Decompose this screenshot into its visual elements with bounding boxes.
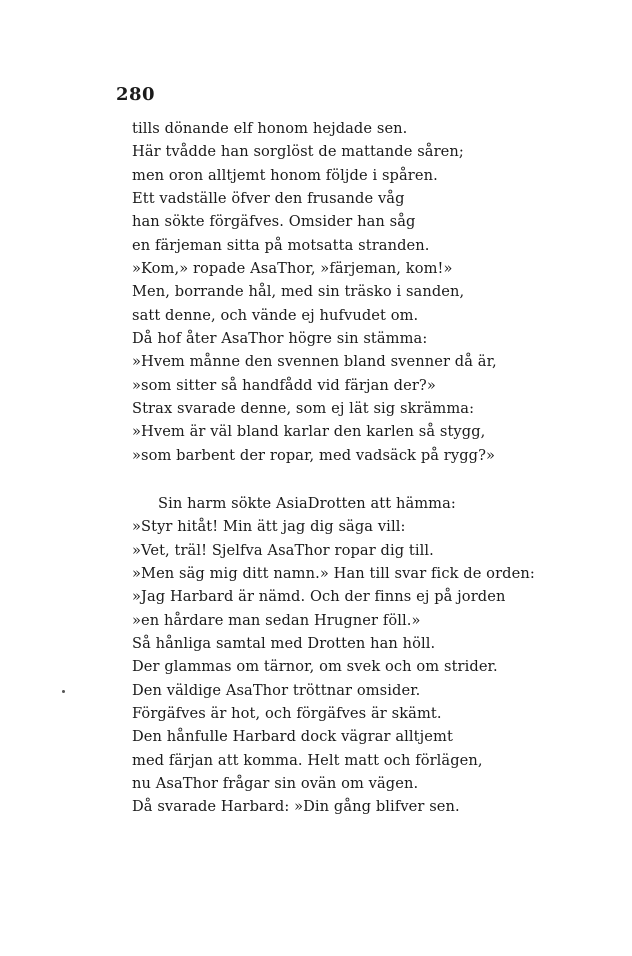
verse-line: »Styr hitåt! Min ätt jag dig säga vill: bbox=[132, 518, 406, 536]
verse-line: Der glammas om tärnor, om svek och om strider. bbox=[132, 658, 498, 676]
verse-line: Då svarade Harbard: »Din gång blifver sen. bbox=[132, 798, 460, 816]
verse-line: Så hånliga samtal med Drotten han höll. bbox=[132, 635, 436, 653]
verse-line: »Vet, träl! Sjelfva AsaThor ropar dig till. bbox=[132, 541, 434, 559]
verse-line: Den hånfulle Harbard dock vägrar alltjemt bbox=[132, 728, 453, 746]
verse-line: »Kom,» ropade AsaThor, »färjeman, kom!» bbox=[132, 260, 453, 278]
verse-line: tills dönande elf honom hejdade sen. bbox=[132, 120, 408, 137]
verse-line: satt denne, och vände ej hufvudet om. bbox=[132, 306, 419, 324]
paper-speck bbox=[62, 690, 65, 693]
verse-line: »Hvem är väl bland karlar den karlen så stygg, bbox=[132, 423, 486, 441]
verse-line: »Jag Harbard är nämd. Och der finns ej på jorden bbox=[132, 588, 506, 606]
verse-line: Då hof åter AsaThor högre sin stämma: bbox=[132, 330, 428, 348]
stanza-1 bbox=[132, 117, 572, 467]
verse-line: »en hårdare man sedan Hrugner föll.» bbox=[132, 611, 421, 629]
verse-line: Förgäfves är hot, och förgäfves är skämt. bbox=[132, 705, 442, 723]
verse-line: »som barbent der ropar, med vadsäck på rygg?» bbox=[132, 446, 496, 464]
verse-line: med färjan att komma. Helt matt och förlägen, bbox=[132, 751, 483, 769]
page-number: 280 bbox=[116, 84, 156, 105]
verse-line: en färjeman sitta på motsatta stranden. bbox=[132, 236, 430, 254]
verse-line: Den väldige AsaThor tröttnar omsider. bbox=[132, 681, 421, 699]
verse-line: men oron alltjemt honom följde i spåren. bbox=[132, 166, 438, 184]
verse-line: nu AsaThor frågar sin ovän om vägen. bbox=[132, 775, 419, 793]
verse-line: Ett vadställe öfver den frusande våg bbox=[132, 190, 405, 208]
verse-line: Strax svarade denne, som ej lät sig skrämma: bbox=[132, 400, 475, 418]
verse-line: »Men säg mig ditt namn.» Han till svar fick de orden: bbox=[132, 565, 535, 583]
verse-line: Sin harm sökte AsiaDrotten att hämma: bbox=[158, 495, 456, 512]
stanza-2 bbox=[132, 492, 572, 819]
verse-line: »som sitter så handfådd vid färjan der?» bbox=[132, 376, 436, 394]
verse-line: »Hvem månne den svennen bland svenner då är, bbox=[132, 353, 497, 371]
verse-line: Men, borrande hål, med sin träsko i sanden, bbox=[132, 283, 465, 301]
verse-line: Här tvådde han sorglöst de mattande såren; bbox=[132, 143, 464, 161]
verse-line: han sökte förgäfves. Omsider han såg bbox=[132, 213, 416, 231]
